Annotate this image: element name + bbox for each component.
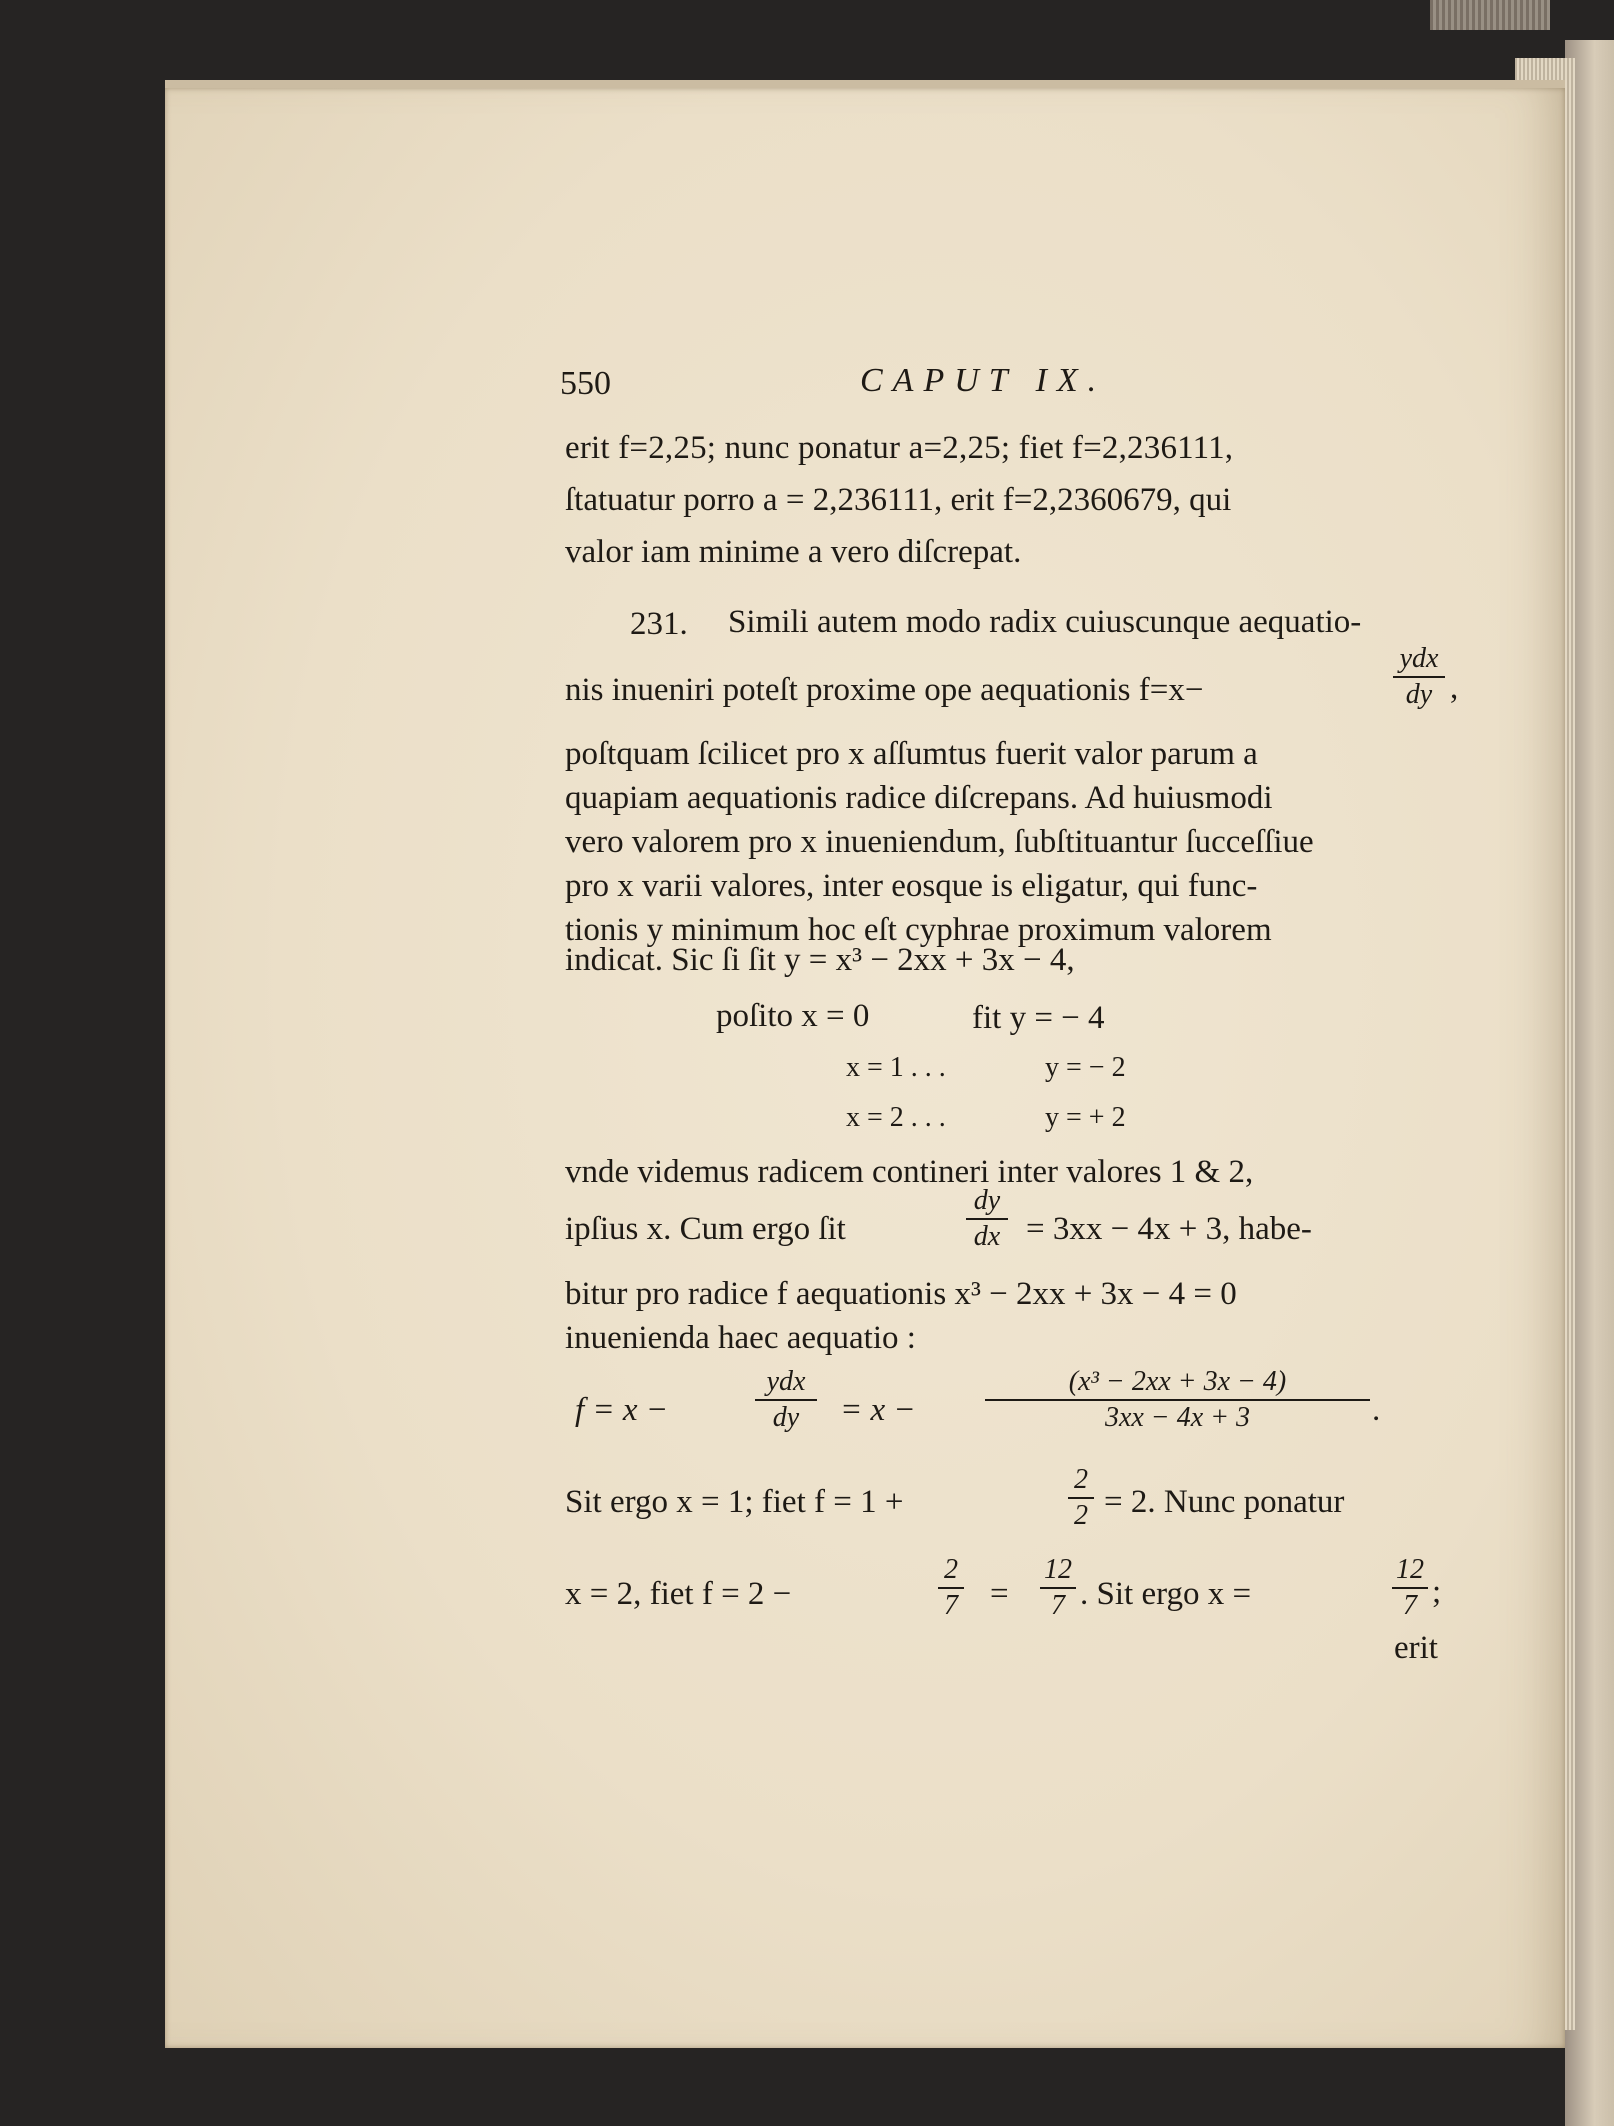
- text-line-16-end: = 2. Nunc ponatur: [1104, 1484, 1345, 1520]
- fraction-12-7-b: [1392, 1556, 1428, 1620]
- page-number: 550: [560, 365, 611, 402]
- fraction-denominator: 7: [1051, 1590, 1065, 1621]
- fraction-numerator: ydx: [1393, 645, 1445, 678]
- fraction-denominator: dy: [1405, 679, 1433, 710]
- text-line-17-end: ;: [1432, 1574, 1442, 1610]
- text-line-13-end: = 3xx − 4x + 3, habe-: [1026, 1211, 1312, 1247]
- text-line-5-end: ,: [1450, 670, 1459, 706]
- equation-end: .: [1372, 1392, 1381, 1428]
- text-line-6: poſtquam ſcilicet pro x aſſumtus fuerit valor parum a: [565, 736, 1258, 772]
- table-row-3-left: x = 2 . . .: [846, 1102, 946, 1133]
- text-line-16: Sit ergo x = 1; fiet f = 1 +: [565, 1484, 904, 1520]
- paragraph-number: 231.: [630, 606, 688, 642]
- fraction-numerator: 12: [1392, 1556, 1428, 1589]
- fraction-2-7: [938, 1556, 964, 1620]
- text-line-10: tionis y minimum hoc eſt cyphrae proximum valorem: [565, 912, 1272, 948]
- text-line-15: inuenienda haec aequatio :: [565, 1320, 916, 1356]
- table-row-1-left: poſito x = 0: [716, 998, 870, 1034]
- text-line-9: pro x varii valores, inter eosque is eligatur, qui func-: [565, 868, 1258, 904]
- fraction-denominator: 3xx − 4x + 3: [1104, 1402, 1251, 1433]
- text-line-8: vero valorem pro x inueniendum, ſubſtituantur ſucceſſiue: [565, 824, 1314, 860]
- text-line-17-mid: . Sit ergo x =: [1080, 1576, 1252, 1612]
- table-row-2-left: x = 1 . . .: [846, 1052, 946, 1083]
- fraction-numerator: 2: [938, 1556, 964, 1589]
- text-line-1: erit f=2,25; nunc ponatur a=2,25; fiet f=2,236111,: [565, 430, 1234, 466]
- fraction-2-2: [1068, 1466, 1094, 1530]
- text-line-13: ipſius x. Cum ergo ſit: [565, 1211, 846, 1247]
- equation-part-1: f = x −: [575, 1392, 669, 1428]
- fraction-numerator: dy: [966, 1187, 1008, 1220]
- text-line-7: quapiam aequationis radice diſcrepans. Ad huiusmodi: [565, 780, 1273, 816]
- fraction-numerator: ydx: [755, 1368, 817, 1401]
- text-line-14: bitur pro radice f aequationis x³ − 2xx + 3x − 4 = 0: [565, 1276, 1237, 1312]
- fraction-denominator: dx: [973, 1221, 1001, 1252]
- text-line-2: ſtatuatur porro a = 2,236111, erit f=2,2360679, qui: [565, 482, 1232, 518]
- text-line-17: x = 2, fiet f = 2 −: [565, 1576, 792, 1612]
- fraction-dy-dx: [966, 1187, 1008, 1251]
- equation-fraction-1: [755, 1368, 817, 1432]
- text-line-5: nis inueniri poteſt proxime ope aequationis f=x−: [565, 672, 1204, 708]
- fraction-12-7-a: [1040, 1556, 1076, 1620]
- table-row-3-right: y = + 2: [1045, 1102, 1126, 1133]
- text-line-17-equals: =: [990, 1576, 1009, 1612]
- text-line-4: Simili autem modo radix cuiuscunque aequatio-: [728, 604, 1362, 640]
- catchword: erit: [1394, 1630, 1438, 1666]
- fraction-denominator: dy: [772, 1402, 800, 1433]
- fraction-numerator: (x³ − 2xx + 3x − 4): [985, 1368, 1370, 1401]
- running-title: CAPUT IX.: [860, 362, 1107, 399]
- text-line-11: indicat. Sic ſi ſit y = x³ − 2xx + 3x − 4,: [565, 942, 1075, 978]
- equation-part-2: = x −: [840, 1392, 916, 1428]
- fraction-denominator: 2: [1074, 1500, 1088, 1531]
- fraction-ydx-dy: [1393, 645, 1445, 709]
- fraction-denominator: 7: [944, 1590, 958, 1621]
- text-line-3: valor iam minime a vero diſcrepat.: [565, 534, 1022, 570]
- equation-fraction-2: [985, 1368, 1370, 1432]
- bookmark-ribbon: [1430, 0, 1550, 30]
- text-line-12: vnde videmus radicem contineri inter valores 1 & 2,: [565, 1154, 1254, 1190]
- fraction-denominator: 7: [1403, 1590, 1417, 1621]
- table-row-2-right: y = − 2: [1045, 1052, 1126, 1083]
- fraction-numerator: 12: [1040, 1556, 1076, 1589]
- table-row-1-right: fit y = − 4: [972, 1000, 1105, 1036]
- fraction-numerator: 2: [1068, 1466, 1094, 1499]
